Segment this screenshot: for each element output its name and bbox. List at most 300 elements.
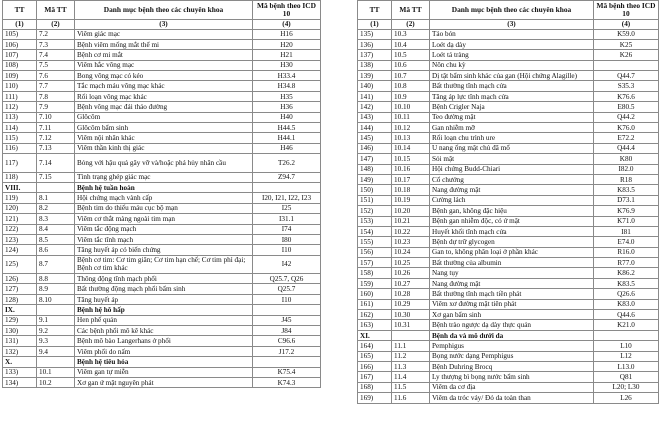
cell-disease-name: Loét tá tràng [430, 50, 594, 60]
cell-ma-tt [37, 357, 75, 367]
table-row [3, 29, 321, 39]
cell-icd-code: H20 [253, 39, 321, 49]
cell-disease-name: Viêm hắc võng mạc [75, 60, 253, 70]
cell-icd-code: E74.0 [594, 237, 659, 247]
cell-tt: 125) [3, 255, 37, 273]
cell-icd-code: I10 [253, 294, 321, 304]
cell-tt: 108) [3, 60, 37, 70]
cell-icd-code: K83.0 [594, 299, 659, 309]
cell-disease-name: Tăng huyết áp có biến chứng [75, 245, 253, 255]
col-number-1: (1) [358, 20, 392, 30]
table-row [358, 341, 659, 351]
cell-icd-code: H16 [253, 29, 321, 39]
cell-tt: 135) [358, 29, 392, 39]
table-row [3, 346, 321, 356]
cell-tt: 136) [358, 39, 392, 49]
section-row [3, 182, 321, 192]
cell-ma-tt: 8.1 [37, 193, 75, 203]
cell-ma-tt [37, 182, 75, 192]
table-row [3, 326, 321, 336]
cell-disease-name: Bệnh cơ mi mắt [75, 50, 253, 60]
cell-disease-name: Thông động tĩnh mạch phổi [75, 274, 253, 284]
cell-ma-tt: 10.26 [392, 268, 430, 278]
cell-tt: 157) [358, 258, 392, 268]
table-row [358, 39, 659, 49]
cell-disease-name: Loét dạ dày [430, 39, 594, 49]
table-row [3, 123, 321, 133]
cell-disease-name: Bất thường của albumin [430, 258, 594, 268]
disease-table-left [2, 0, 321, 388]
cell-tt: 167) [358, 372, 392, 382]
cell-tt: 118) [3, 172, 37, 182]
cell-tt: 110) [3, 81, 37, 91]
cell-tt: 160) [358, 289, 392, 299]
cell-ma-tt: 10.25 [392, 258, 430, 268]
cell-ma-tt: 10.4 [392, 39, 430, 49]
cell-ma-tt: 7.14 [37, 154, 75, 172]
cell-disease-name: Ly thượng bì bọng nước bẩm sinh [430, 372, 594, 382]
table-row [358, 112, 659, 122]
table-row [358, 320, 659, 330]
table-row [3, 112, 321, 122]
cell-icd-code: H34.8 [253, 81, 321, 91]
cell-icd-code: I20, I21, I22, I23 [253, 193, 321, 203]
cell-disease-name: Rối loạn chu trình ure [430, 133, 594, 143]
cell-disease-name: Huyết khối tĩnh mạch cửa [430, 226, 594, 236]
cell-icd-code [253, 182, 321, 192]
cell-disease-name: Bệnh gan nhiễm độc, có ứ mật [430, 216, 594, 226]
cell-icd-code: L10 [594, 341, 659, 351]
table-row [358, 372, 659, 382]
left-table-body [3, 1, 321, 388]
cell-ma-tt: 10.3 [392, 29, 430, 39]
cell-tt: 150) [358, 185, 392, 195]
cell-disease-name: Nang đường mật [430, 185, 594, 195]
cell-disease-name: Nang tụy [430, 268, 594, 278]
cell-icd-code: R16.0 [594, 247, 659, 257]
header-tt: TT [3, 1, 37, 20]
cell-tt: 147) [358, 154, 392, 164]
cell-icd-code: J84 [253, 326, 321, 336]
cell-tt: 115) [3, 133, 37, 143]
cell-tt: 116) [3, 143, 37, 153]
table-row [3, 294, 321, 304]
cell-disease-name: Bệnh Duhring Brocq [430, 362, 594, 372]
table-row [3, 378, 321, 388]
cell-ma-tt: 8.7 [37, 255, 75, 273]
cell-ma-tt [392, 330, 430, 340]
cell-disease-name: Các bệnh phổi mô kẽ khác [75, 326, 253, 336]
cell-tt: XI. [358, 330, 392, 340]
cell-icd-code: I10 [253, 245, 321, 255]
cell-ma-tt: 10.17 [392, 174, 430, 184]
cell-ma-tt: 8.9 [37, 284, 75, 294]
table-row [358, 60, 659, 70]
cell-icd-code: H36 [253, 102, 321, 112]
table-row [3, 50, 321, 60]
cell-disease-name: Viêm tắc tĩnh mạch [75, 234, 253, 244]
table-row [3, 234, 321, 244]
col-number-2: (2) [37, 20, 75, 30]
cell-ma-tt: 10.14 [392, 143, 430, 153]
cell-ma-tt: 10.1 [37, 367, 75, 377]
table-row [3, 224, 321, 234]
cell-tt: 148) [358, 164, 392, 174]
col-number-1: (1) [3, 20, 37, 30]
cell-disease-name: Bất thường tĩnh mạch cửa [430, 81, 594, 91]
cell-tt: 149) [358, 174, 392, 184]
cell-disease-name: Tình trạng ghép giác mạc [75, 172, 253, 182]
cell-icd-code: I82.0 [594, 164, 659, 174]
cell-ma-tt: 9.1 [37, 315, 75, 325]
cell-icd-code: K76.0 [594, 123, 659, 133]
cell-disease-name: Hen phế quản [75, 315, 253, 325]
table-row [3, 133, 321, 143]
cell-ma-tt: 10.20 [392, 206, 430, 216]
cell-disease-name: Bỏng với hậu quả gây vỡ và/hoặc phá hủy nhãn cầu [75, 154, 253, 172]
cell-disease-name: Glôcôm bẩm sinh [75, 123, 253, 133]
cell-disease-name: Nang đường mật [430, 278, 594, 288]
table-row [358, 393, 659, 403]
cell-disease-name: Bất thường tĩnh mạch tiền phát [430, 289, 594, 299]
cell-disease-name: Viêm phổi do nấm [75, 346, 253, 356]
cell-icd-code: I25 [253, 203, 321, 213]
cell-ma-tt: 10.31 [392, 320, 430, 330]
cell-tt: 161) [358, 299, 392, 309]
table-row [358, 299, 659, 309]
cell-icd-code: K86.2 [594, 268, 659, 278]
header-icd: Mã bệnh theo ICD 10 [253, 1, 321, 20]
cell-ma-tt: 7.5 [37, 60, 75, 70]
cell-ma-tt: 11.5 [392, 382, 430, 392]
cell-ma-tt: 10.15 [392, 154, 430, 164]
table-row [358, 195, 659, 205]
table-row [358, 185, 659, 195]
cell-tt: 122) [3, 224, 37, 234]
cell-ma-tt: 8.10 [37, 294, 75, 304]
cell-tt: 121) [3, 214, 37, 224]
cell-disease-name: Glôcôm [75, 112, 253, 122]
table-row [358, 278, 659, 288]
cell-tt: 117) [3, 154, 37, 172]
cell-ma-tt: 10.7 [392, 71, 430, 81]
table-row [3, 154, 321, 172]
cell-ma-tt: 10.6 [392, 60, 430, 70]
table-row [358, 164, 659, 174]
cell-ma-tt: 9.3 [37, 336, 75, 346]
column-number-row [358, 20, 659, 30]
cell-disease-name: Tăng áp lực tĩnh mạch cửa [430, 91, 594, 101]
cell-ma-tt: 7.8 [37, 91, 75, 101]
cell-tt: 130) [3, 326, 37, 336]
cell-ma-tt: 8.5 [37, 234, 75, 244]
cell-ma-tt: 7.4 [37, 50, 75, 60]
cell-tt: VIII. [3, 182, 37, 192]
table-row [3, 203, 321, 213]
cell-ma-tt: 10.16 [392, 164, 430, 174]
cell-disease-name: Viêm xơ đường mật tiên phát [430, 299, 594, 309]
cell-icd-code: T26.2 [253, 154, 321, 172]
cell-tt: 132) [3, 346, 37, 356]
cell-ma-tt: 8.4 [37, 224, 75, 234]
section-row [3, 357, 321, 367]
cell-ma-tt: 11.6 [392, 393, 430, 403]
cell-disease-name: Xơ gan bẩm sinh [430, 310, 594, 320]
cell-tt: 124) [3, 245, 37, 255]
cell-icd-code [253, 357, 321, 367]
cell-tt: 137) [358, 50, 392, 60]
cell-ma-tt: 10.23 [392, 237, 430, 247]
cell-ma-tt: 11.2 [392, 351, 430, 361]
table-row [3, 143, 321, 153]
table-row [3, 172, 321, 182]
section-title: Bệnh hệ tiêu hóa [75, 357, 253, 367]
table-row [358, 310, 659, 320]
table-row [358, 289, 659, 299]
cell-icd-code: E72.2 [594, 133, 659, 143]
table-row [3, 39, 321, 49]
cell-ma-tt: 11.4 [392, 372, 430, 382]
cell-icd-code: L12 [594, 351, 659, 361]
section-title: Bệnh da và mô dưới da [430, 330, 594, 340]
cell-icd-code: I42 [253, 255, 321, 273]
cell-ma-tt: 10.19 [392, 195, 430, 205]
table-row [358, 247, 659, 257]
cell-icd-code: Z94.7 [253, 172, 321, 182]
cell-ma-tt: 10.28 [392, 289, 430, 299]
table-row [358, 206, 659, 216]
cell-disease-name: Bệnh Crigler Naja [430, 102, 594, 112]
cell-icd-code: S35.3 [594, 81, 659, 91]
cell-disease-name: Viêm thần kinh thị giác [75, 143, 253, 153]
cell-tt: 107) [3, 50, 37, 60]
cell-disease-name: Viêm gan tự miễn [75, 367, 253, 377]
cell-disease-name: Tăng huyết áp [75, 294, 253, 304]
cell-ma-tt: 8.2 [37, 203, 75, 213]
cell-ma-tt: 11.3 [392, 362, 430, 372]
cell-tt: 141) [358, 91, 392, 101]
cell-disease-name: Bệnh gan, không đặc hiệu [430, 206, 594, 216]
disease-table-right [357, 0, 659, 404]
cell-tt: 127) [3, 284, 37, 294]
cell-ma-tt: 10.8 [392, 81, 430, 91]
cell-ma-tt: 7.13 [37, 143, 75, 153]
table-row [3, 255, 321, 273]
cell-disease-name: Táo bón [430, 29, 594, 39]
table-row [358, 123, 659, 133]
cell-disease-name: Viêm tắc động mạch [75, 224, 253, 234]
section-title: Bệnh hệ tuần hoàn [75, 182, 253, 192]
cell-ma-tt: 10.12 [392, 123, 430, 133]
col-number-3: (3) [75, 20, 253, 30]
cell-icd-code: Q25.7, Q26 [253, 274, 321, 284]
table-row [3, 81, 321, 91]
section-row [3, 305, 321, 315]
cell-tt: 168) [358, 382, 392, 392]
header-danh-muc: Danh mục bệnh theo các chuyên khoa [75, 1, 253, 20]
col-number-3: (3) [430, 20, 594, 30]
cell-tt: 143) [358, 112, 392, 122]
cell-disease-name: Cường lách [430, 195, 594, 205]
table-row [358, 71, 659, 81]
cell-disease-name: Nôn chu kỳ [430, 60, 594, 70]
table-row [3, 274, 321, 284]
cell-disease-name: Tắc mạch máu võng mạc khác [75, 81, 253, 91]
table-row [3, 367, 321, 377]
cell-icd-code: H40 [253, 112, 321, 122]
cell-disease-name: Cổ chướng [430, 174, 594, 184]
cell-icd-code: L20; L30 [594, 382, 659, 392]
cell-tt: 162) [358, 310, 392, 320]
table-row [3, 315, 321, 325]
cell-icd-code: H44.5 [253, 123, 321, 133]
cell-icd-code: I81 [594, 226, 659, 236]
cell-tt: 156) [358, 247, 392, 257]
cell-ma-tt: 10.9 [392, 91, 430, 101]
cell-icd-code: Q81 [594, 372, 659, 382]
cell-icd-code: J17.2 [253, 346, 321, 356]
cell-icd-code: Q44.2 [594, 112, 659, 122]
cell-tt: 146) [358, 143, 392, 153]
cell-tt: 153) [358, 216, 392, 226]
table-row [3, 193, 321, 203]
cell-disease-name: Gan nhiễm mỡ [430, 123, 594, 133]
table-row [358, 81, 659, 91]
cell-ma-tt: 8.8 [37, 274, 75, 284]
cell-icd-code: Q26.6 [594, 289, 659, 299]
cell-icd-code: H30 [253, 60, 321, 70]
table-row [358, 91, 659, 101]
cell-icd-code: K80 [594, 154, 659, 164]
cell-icd-code [594, 330, 659, 340]
table-row [358, 154, 659, 164]
cell-tt: 111) [3, 91, 37, 101]
cell-ma-tt: 10.5 [392, 50, 430, 60]
cell-icd-code: H35 [253, 91, 321, 101]
table-row [358, 143, 659, 153]
table-row [358, 133, 659, 143]
cell-disease-name: Pemphigus [430, 341, 594, 351]
table-row [3, 71, 321, 81]
cell-icd-code: K25 [594, 39, 659, 49]
cell-disease-name: Bệnh võng mạc đái tháo đường [75, 102, 253, 112]
cell-disease-name: Bệnh trào ngược dạ dày thực quản [430, 320, 594, 330]
cell-disease-name: Bọng nước dạng Pemphigus [430, 351, 594, 361]
cell-tt: 159) [358, 278, 392, 288]
cell-ma-tt: 7.10 [37, 112, 75, 122]
table-row [3, 245, 321, 255]
cell-icd-code: K83.5 [594, 185, 659, 195]
cell-ma-tt: 9.2 [37, 326, 75, 336]
cell-ma-tt: 7.3 [37, 39, 75, 49]
section-title: Bệnh hệ hô hấp [75, 305, 253, 315]
cell-disease-name: U nang ống mật chủ đã mổ [430, 143, 594, 153]
header-tt: TT [358, 1, 392, 20]
cell-tt: 131) [3, 336, 37, 346]
cell-icd-code: H21 [253, 50, 321, 60]
cell-ma-tt: 10.29 [392, 299, 430, 309]
cell-disease-name: Viêm cơ thắt màng ngoài tim mạn [75, 214, 253, 224]
cell-icd-code: H46 [253, 143, 321, 153]
cell-disease-name: Bệnh tim do thiếu máu cục bộ mạn [75, 203, 253, 213]
cell-disease-name: Gan to, không phân loại ở phần khác [430, 247, 594, 257]
cell-icd-code: E80.5 [594, 102, 659, 112]
cell-ma-tt: 10.10 [392, 102, 430, 112]
cell-icd-code: Q44.6 [594, 310, 659, 320]
cell-tt: 128) [3, 294, 37, 304]
cell-tt: 109) [3, 71, 37, 81]
cell-ma-tt: 7.9 [37, 102, 75, 112]
column-number-row [3, 20, 321, 30]
cell-tt: 119) [3, 193, 37, 203]
cell-tt: 120) [3, 203, 37, 213]
cell-disease-name: Xơ gan ứ mật nguyên phát [75, 378, 253, 388]
cell-ma-tt: 9.4 [37, 346, 75, 356]
cell-icd-code: Q44.7 [594, 71, 659, 81]
cell-icd-code: L26 [594, 393, 659, 403]
cell-ma-tt: 10.11 [392, 112, 430, 122]
cell-icd-code: H33.4 [253, 71, 321, 81]
table-row [3, 91, 321, 101]
cell-disease-name: Sỏi mật [430, 154, 594, 164]
table-row [358, 226, 659, 236]
cell-ma-tt: 10.2 [37, 378, 75, 388]
table-row [3, 284, 321, 294]
cell-icd-code: K76.9 [594, 206, 659, 216]
cell-tt: 165) [358, 351, 392, 361]
cell-tt: 151) [358, 195, 392, 205]
cell-tt: 138) [358, 60, 392, 70]
table-row [358, 102, 659, 112]
section-row [358, 330, 659, 340]
table-row [358, 237, 659, 247]
header-danh-muc: Danh mục bệnh theo các chuyên khoa [430, 1, 594, 20]
header-ma-tt: Mã TT [37, 1, 75, 20]
header-icd: Mã bệnh theo ICD 10 [594, 1, 659, 20]
cell-icd-code: Q44.4 [594, 143, 659, 153]
cell-icd-code: L13.0 [594, 362, 659, 372]
cell-ma-tt: 8.3 [37, 214, 75, 224]
cell-ma-tt: 7.12 [37, 133, 75, 143]
table-row [358, 216, 659, 226]
cell-tt: 139) [358, 71, 392, 81]
cell-ma-tt: 10.24 [392, 247, 430, 257]
cell-icd-code: J45 [253, 315, 321, 325]
cell-disease-name: Viêm giác mạc [75, 29, 253, 39]
cell-icd-code: I74 [253, 224, 321, 234]
cell-icd-code: C96.6 [253, 336, 321, 346]
cell-ma-tt [37, 305, 75, 315]
cell-tt: 155) [358, 237, 392, 247]
cell-disease-name: Hội chứng mạch vành cấp [75, 193, 253, 203]
header-row [358, 1, 659, 20]
cell-ma-tt: 10.18 [392, 185, 430, 195]
cell-icd-code [253, 305, 321, 315]
cell-icd-code: K76.6 [594, 91, 659, 101]
cell-icd-code [594, 60, 659, 70]
cell-ma-tt: 11.1 [392, 341, 430, 351]
cell-tt: 134) [3, 378, 37, 388]
cell-disease-name: Viêm da tróc vảy/ Đỏ da toàn than [430, 393, 594, 403]
cell-ma-tt: 8.6 [37, 245, 75, 255]
table-row [358, 351, 659, 361]
cell-disease-name: Bệnh dự trữ glycogen [430, 237, 594, 247]
table-row [3, 102, 321, 112]
cell-tt: X. [3, 357, 37, 367]
cell-ma-tt: 7.15 [37, 172, 75, 182]
cell-icd-code: R77.0 [594, 258, 659, 268]
cell-disease-name: Bệnh cơ tim: Cơ tim giãn; Cơ tim hạn chế; Cơ tim phì đại; Bệnh cơ tim khác [75, 255, 253, 273]
